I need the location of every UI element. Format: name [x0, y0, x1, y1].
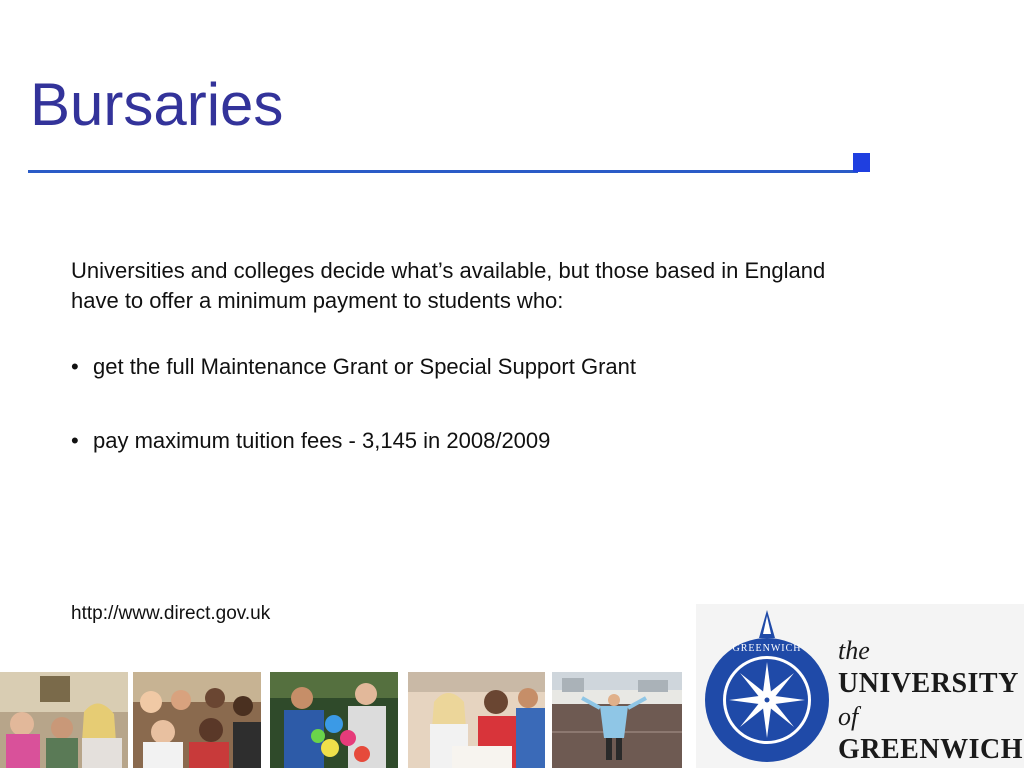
wordmark-greenwich: GREENWICH: [838, 734, 1023, 765]
title-underline-end-square: [853, 153, 870, 172]
university-wordmark: [838, 634, 1023, 766]
title-underline: [28, 170, 858, 173]
students-photo-2: [133, 672, 261, 768]
students-photo-3: [270, 672, 398, 768]
source-url: http://www.direct.gov.uk: [71, 603, 271, 624]
svg-text:GREENWICH: GREENWICH: [732, 643, 802, 654]
students-photo-4: [408, 672, 545, 768]
intro-paragraph: Universities and colleges decide what’s available, but those based in England have to offer a minimum payment to students who:: [71, 258, 826, 313]
students-photo-1: [0, 672, 128, 768]
bullet-icon: •: [71, 428, 79, 453]
bullet-item: [71, 353, 636, 381]
bullet-icon: •: [71, 354, 79, 379]
bullet-text: pay maximum tuition fees - 3,145 in 2008/2009: [93, 428, 551, 453]
bullet-text: get the full Maintenance Grant or Special Support Grant: [93, 354, 636, 379]
slide-title: Bursaries: [30, 71, 284, 138]
wordmark-university: UNIVERSITY: [838, 668, 1019, 699]
wordmark-the: the: [838, 636, 870, 665]
wordmark-of: of: [838, 702, 859, 731]
student-on-court-photo: [552, 672, 682, 768]
bullet-item: [71, 427, 550, 455]
compass-seal-icon: [700, 608, 834, 768]
university-logo: [696, 604, 1024, 768]
